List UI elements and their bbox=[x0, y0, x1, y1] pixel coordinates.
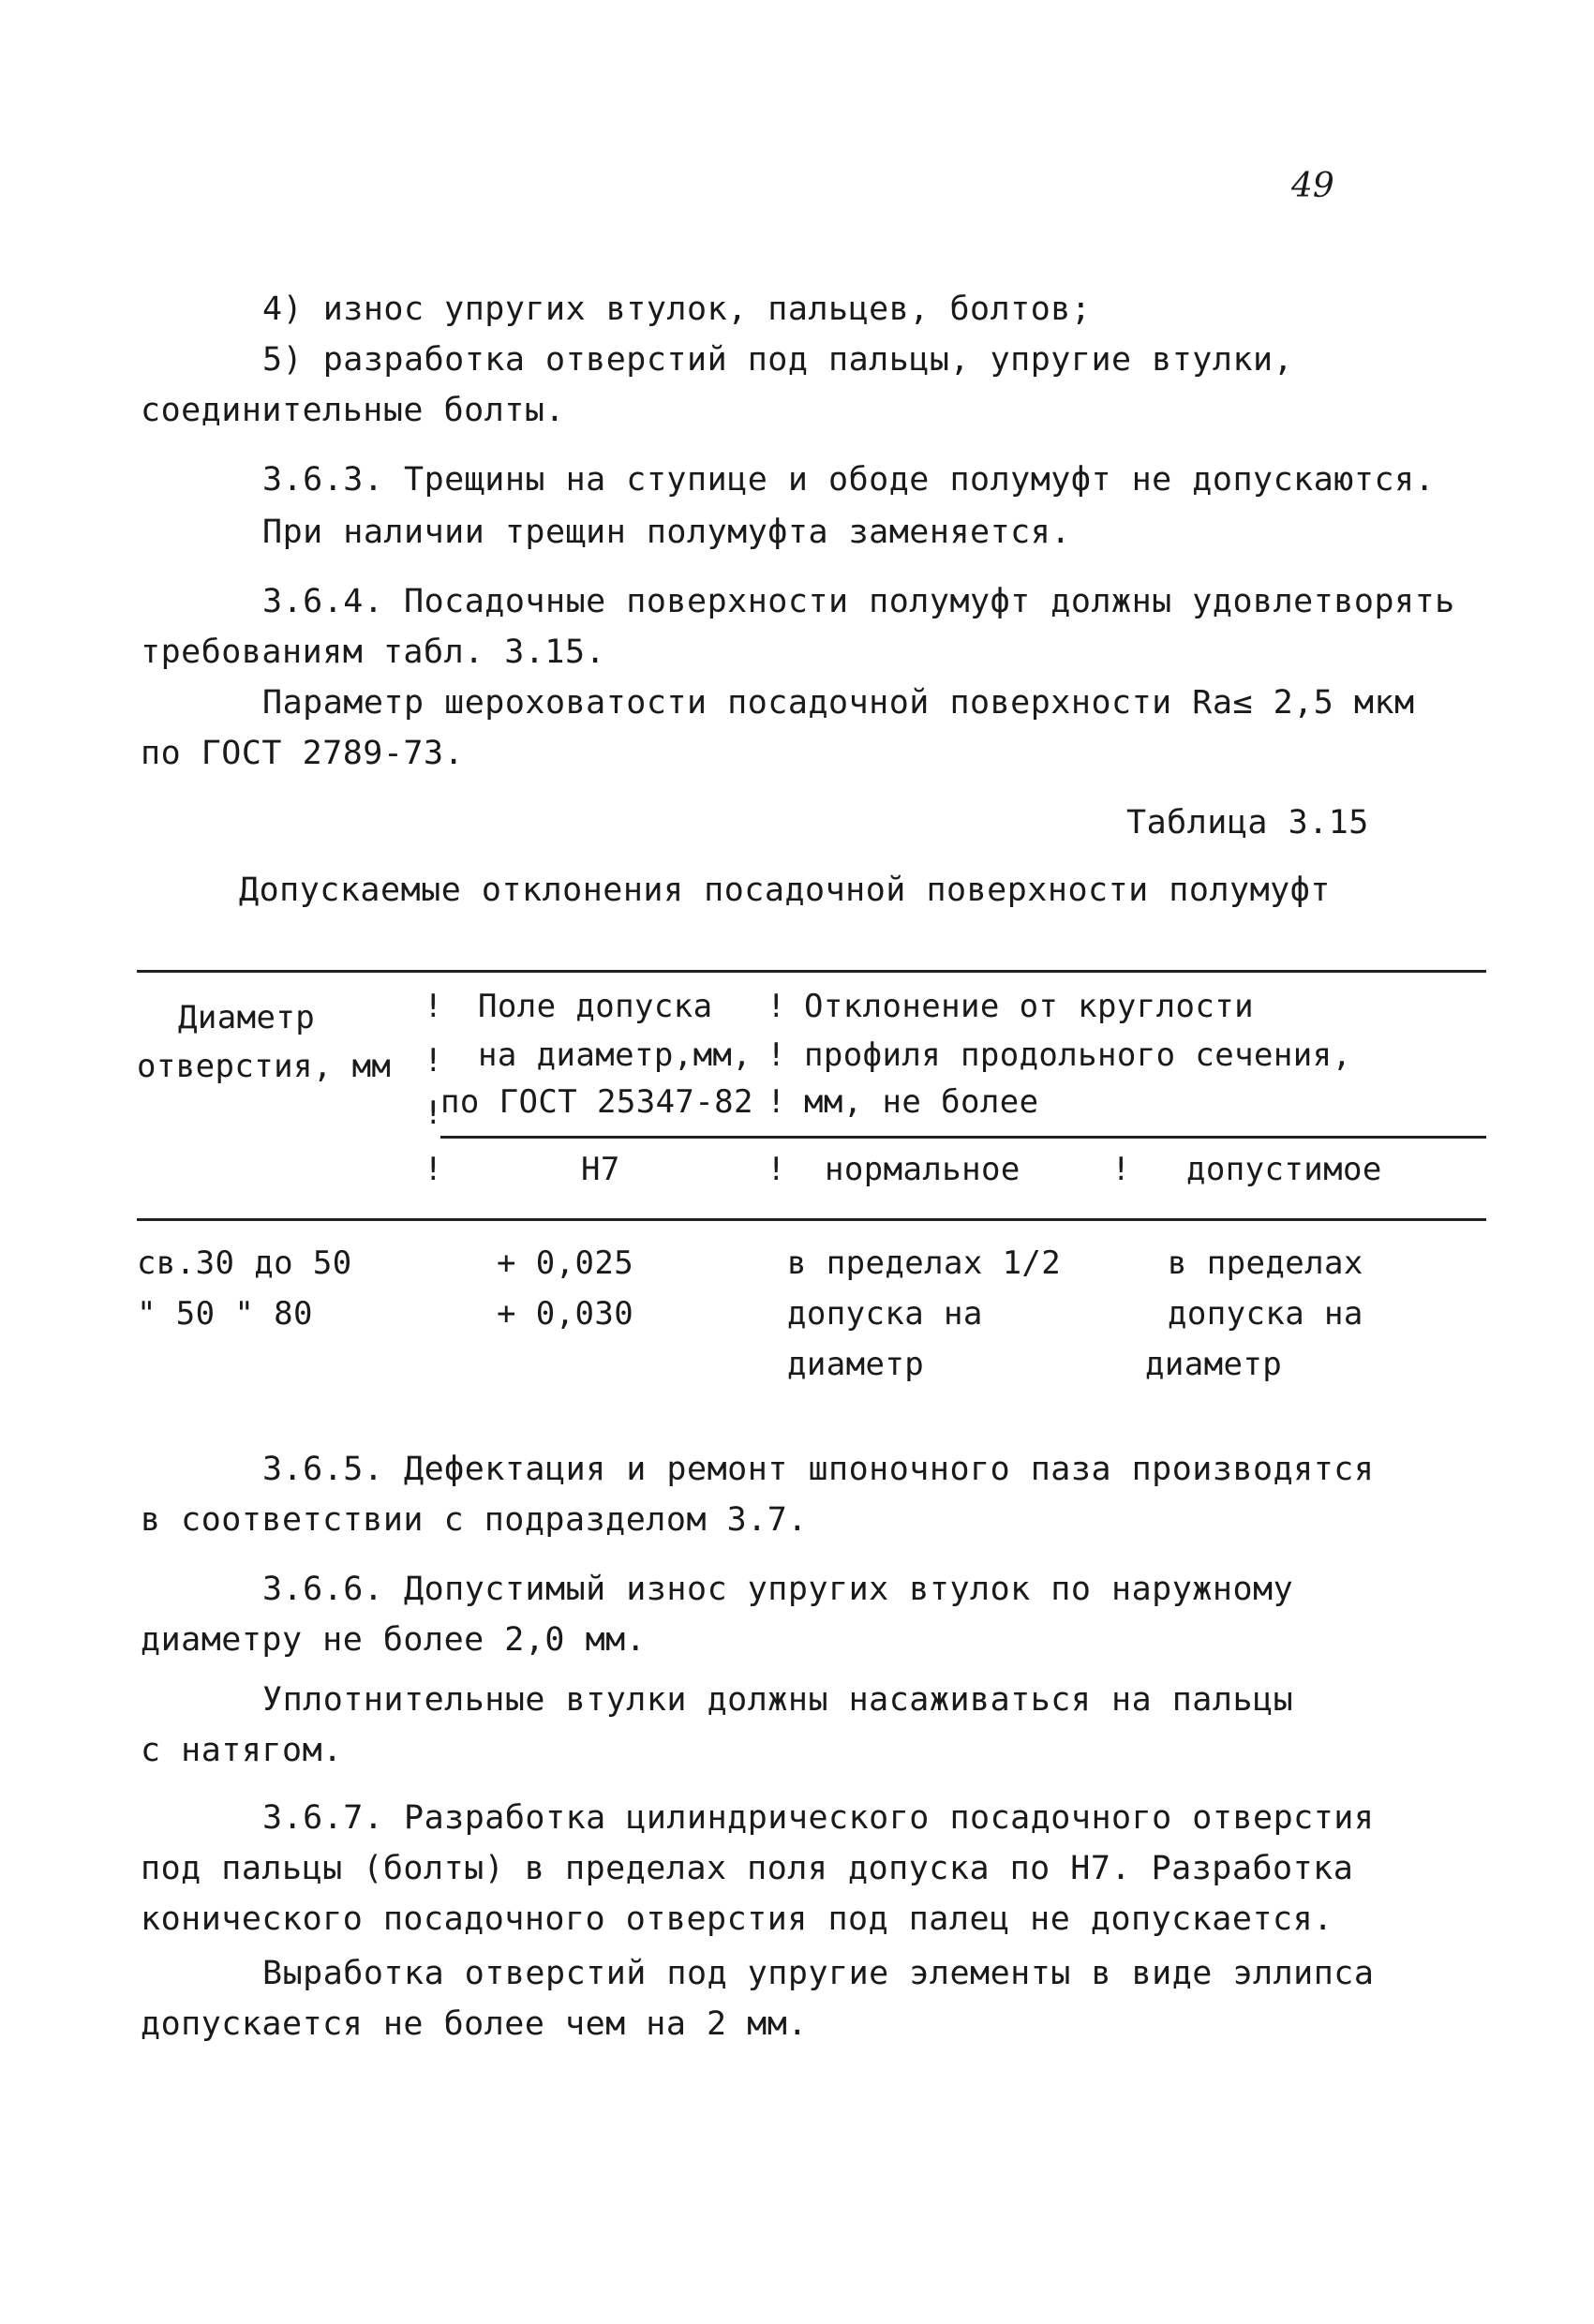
table-cell-tolerance: + 0,025 bbox=[497, 1244, 634, 1282]
paragraph-line: 4) износ упругих втулок, пальцев, болтов; bbox=[262, 290, 1092, 328]
paragraph-line: конического посадочного отверстия под палец не допускается. bbox=[141, 1900, 1333, 1938]
table-cell-diameter: св.30 до 50 bbox=[137, 1244, 352, 1282]
paragraph-line: допускается не более чем на 2 мм. bbox=[141, 2005, 808, 2043]
header-normal: нормальное bbox=[825, 1151, 1020, 1188]
header-col3: мм, не более bbox=[804, 1083, 1039, 1121]
table-number: Таблица 3.15 bbox=[1126, 804, 1369, 842]
paragraph-line: диаметру не более 2,0 мм. bbox=[141, 1621, 647, 1659]
paragraph-line: 3.6.3. Трещины на ступице и ободе полумуфт не допускаются. bbox=[262, 461, 1436, 499]
column-separator: ! bbox=[424, 1095, 443, 1132]
header-col3: профиля продольного сечения, bbox=[804, 1036, 1352, 1074]
paragraph-line: соединительные болты. bbox=[141, 392, 566, 429]
table-cell-diameter: " 50 " 80 bbox=[137, 1295, 313, 1333]
paragraph-line: по ГОСТ 2789-73. bbox=[141, 735, 465, 772]
column-separator: ! bbox=[424, 988, 443, 1025]
table-cell-normal: допуска на bbox=[787, 1295, 983, 1333]
header-col1: отверстия, мм bbox=[137, 1048, 392, 1085]
column-separator: ! bbox=[424, 1042, 443, 1080]
table-cell-allowed: допуска на bbox=[1168, 1295, 1363, 1333]
paragraph-line: 5) разработка отверстий под пальцы, упругие втулки, bbox=[262, 341, 1294, 379]
column-separator: ! bbox=[767, 988, 786, 1025]
column-separator: ! bbox=[767, 1151, 786, 1188]
table-cell-normal: в пределах 1/2 bbox=[787, 1244, 1062, 1282]
page-number: 49 bbox=[1291, 167, 1334, 205]
header-col2: по ГОСТ 25347-82 bbox=[440, 1083, 753, 1121]
paragraph-line: требованиям табл. 3.15. bbox=[141, 633, 606, 671]
header-col3: Отклонение от круглости bbox=[804, 988, 1255, 1025]
header-col2: Поле допуска bbox=[478, 988, 713, 1025]
paragraph-line: 3.6.4. Посадочные поверхности полумуфт должны удовлетворять bbox=[262, 583, 1455, 620]
table-top-rule bbox=[137, 970, 1486, 973]
table-cell-allowed: диаметр bbox=[1145, 1346, 1283, 1383]
paragraph-line: 3.6.5. Дефектация и ремонт шпоночного паза производятся bbox=[262, 1451, 1375, 1488]
paragraph-line: Уплотнительные втулки должны насаживаться на пальцы bbox=[262, 1681, 1294, 1719]
column-separator: ! bbox=[1111, 1151, 1131, 1188]
paragraph-line: под пальцы (болты) в пределах поля допуска по Н7. Разработка bbox=[141, 1850, 1354, 1887]
paragraph-line: Выработка отверстий под упругие элементы в виде эллипса bbox=[262, 1955, 1375, 1992]
column-separator: ! bbox=[767, 1036, 786, 1074]
header-col1: Диаметр bbox=[178, 999, 316, 1036]
column-separator: ! bbox=[424, 1151, 443, 1188]
table-cell-allowed: в пределах bbox=[1168, 1244, 1363, 1282]
header-bottom-rule bbox=[137, 1218, 1486, 1221]
paragraph-line: Параметр шероховатости посадочной поверхности Ra≤ 2,5 мкм bbox=[262, 684, 1415, 722]
paragraph-line: 3.6.7. Разработка цилиндрического посадочного отверстия bbox=[262, 1799, 1375, 1837]
paragraph-line: 3.6.6. Допустимый износ упругих втулок по наружному bbox=[262, 1571, 1294, 1608]
header-allowed: допустимое bbox=[1186, 1151, 1382, 1188]
table-caption: Допускаемые отклонения посадочной поверхности полумуфт bbox=[239, 872, 1331, 909]
table-cell-tolerance: + 0,030 bbox=[497, 1295, 634, 1333]
paragraph-line: в соответствии с подразделом 3.7. bbox=[141, 1501, 808, 1539]
paragraph-line: с натягом. bbox=[141, 1732, 343, 1769]
header-h7: Н7 bbox=[581, 1151, 620, 1188]
subheader-rule bbox=[440, 1136, 1486, 1139]
table-cell-normal: диаметр bbox=[787, 1346, 925, 1383]
header-col2: на диаметр,мм, bbox=[478, 1036, 752, 1074]
column-separator: ! bbox=[767, 1083, 786, 1121]
paragraph-line: При наличии трещин полумуфта заменяется. bbox=[262, 514, 1071, 551]
